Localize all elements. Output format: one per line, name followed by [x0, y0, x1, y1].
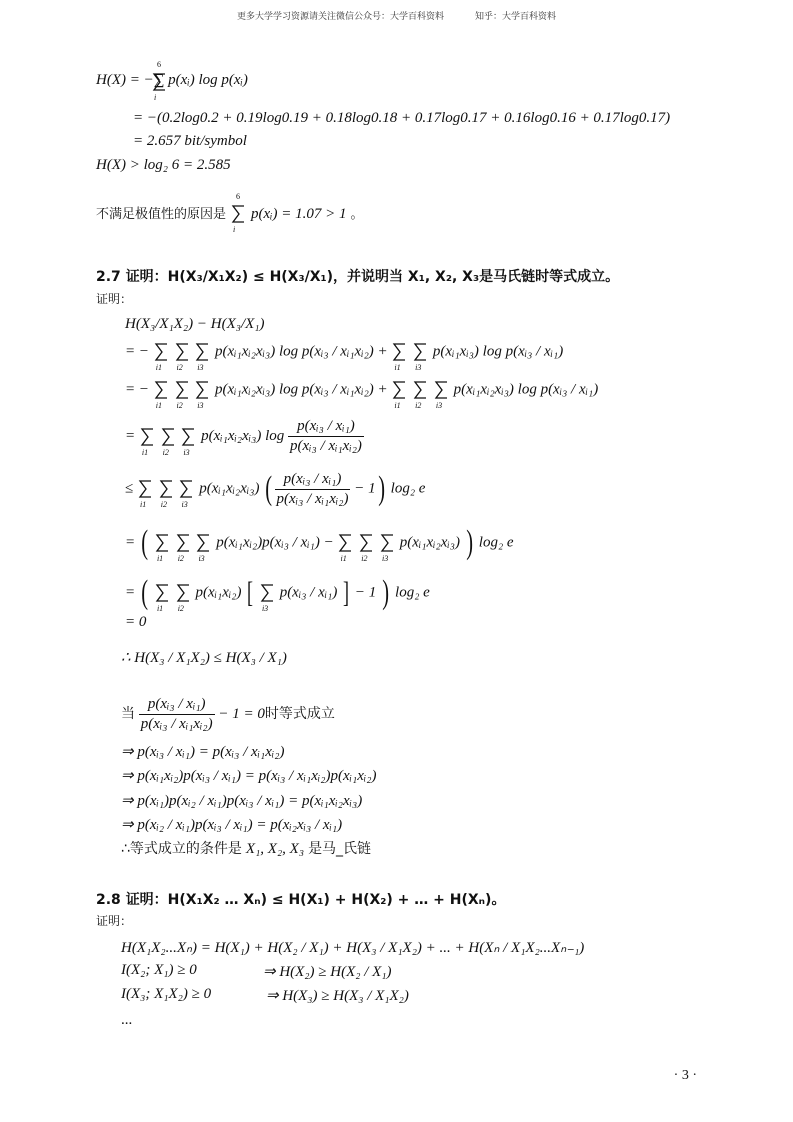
summation-sign	[152, 60, 167, 102]
implication-4: ⇒ p(xᵢ₂ / xᵢ₁)p(xᵢ₃ / xᵢ₁) = p(xᵢ₂xᵢ₃ / xᵢ₁)	[121, 817, 343, 833]
markov-conclusion	[121, 838, 371, 858]
proof-eq-1: H(X₃/X₁X₂) − H(X₃/X₁)	[125, 316, 265, 332]
extremum-reason-math: p(xᵢ) = 1.07 > 1	[251, 206, 347, 222]
max-entropy-compare: H(X) > log₂ 6 = 2.585	[96, 157, 231, 173]
proof-eq-5	[125, 470, 425, 508]
implication-2: ⇒ p(xᵢ₁xᵢ₂)p(xᵢ₃ / xᵢ₁) = p(xᵢ₃ / xᵢ₁xᵢ₂)p(xᵢ₁xᵢ₂)	[121, 768, 377, 784]
sum-lower-limit: i3	[198, 554, 205, 563]
left-paren: (	[141, 574, 148, 611]
conclusion-math: X₁, X₂, X₃	[245, 841, 305, 857]
sum-lower-limit: i1	[141, 447, 149, 457]
summation-sign	[138, 479, 153, 509]
sum-lower-limit: i2	[176, 401, 183, 410]
sum-lower-limit: i2	[177, 554, 184, 563]
section-title: 证明：H(X₃/X₁X₂) ≤ H(X₃/X₁)，并说明当 X₁, X₂, X₃是马氏链时等式成立。	[125, 269, 620, 285]
page-header	[0, 9, 793, 22]
right-bracket: ]	[343, 576, 350, 609]
sum-lower-limit: i2	[361, 554, 368, 563]
eq-prefix: =	[125, 534, 136, 551]
sum-lower-limit: i1	[139, 500, 147, 509]
fraction-numerator: p(xᵢ₃ / xᵢ₁)	[139, 696, 215, 715]
sum-upper-limit: 6	[236, 192, 241, 202]
proof-eq-3	[125, 380, 599, 410]
sum-lower-limit: i1	[156, 604, 164, 613]
sum-lower-limit: i3	[197, 401, 204, 410]
eq-prefix: =	[125, 427, 136, 444]
summation-sign	[181, 427, 196, 457]
summation-sign	[179, 479, 194, 509]
sum-lower-limit: i2	[177, 604, 184, 613]
summation-sign	[196, 533, 211, 563]
summation-sign	[176, 533, 191, 563]
entropy-value: = 2.657 bit/symbol	[133, 133, 247, 149]
proof-label: 证明：	[96, 914, 133, 928]
eq-term: p(xᵢ₁xᵢ₂)	[195, 584, 242, 601]
eq-term: p(xᵢ₁xᵢ₂xᵢ₃)	[399, 534, 460, 551]
eq-prefix: = −	[125, 381, 149, 398]
condition-suffix: 时等式成立	[264, 705, 335, 722]
conclusion-suffix: 是马_氏链	[308, 841, 372, 857]
summation-sign	[413, 342, 428, 372]
entropy-formula: H(X) = −∑ p(xᵢ) log p(xᵢ)	[96, 72, 248, 88]
proof-eq-4	[125, 418, 364, 455]
sum-lower-limit: i1	[155, 363, 162, 372]
fraction-denominator: p(xᵢ₃ / xᵢ₁xᵢ₂)	[290, 438, 362, 454]
sum-lower-limit: i	[233, 225, 236, 235]
sum-lower-limit: i1	[156, 554, 164, 563]
summation-sign	[392, 380, 407, 410]
sum-upper-limit: 6	[157, 60, 161, 69]
summation-sign	[155, 583, 170, 613]
chain-rule-eq: H(X₁X₂...Xₙ) = H(X₁) + H(X₂ / X₁) + H(X₃ / X₁X₂) + ... + H(Xₙ / X₁X₂...Xₙ₋₁)	[121, 940, 585, 956]
eq-term: log₂ e	[390, 480, 426, 497]
entropy-definition	[96, 60, 248, 102]
summation-sign	[338, 533, 353, 563]
page-number: · 3 ·	[673, 1068, 697, 1083]
eq-term: − 1	[354, 584, 377, 601]
section-title: 证明：H(X₁X₂ … Xₙ) ≤ H(X₁) + H(X₂) + … + H(Xₙ)。	[125, 892, 506, 908]
eq-term: log₂ e	[478, 534, 514, 551]
section-2-7-heading	[96, 266, 619, 286]
fraction	[139, 696, 215, 733]
summation-sign	[154, 380, 169, 410]
summation-sign	[380, 533, 395, 563]
header-left-text: 更多大学学习资源请关注微信公众号：大学百科资料	[237, 12, 445, 22]
left-bracket: [	[247, 576, 254, 609]
sum-lower-limit: i1	[155, 401, 162, 410]
sum-lower-limit: i3	[183, 447, 190, 457]
sum-lower-limit: i2	[176, 363, 183, 372]
summation-sign	[359, 533, 374, 563]
proof-conclusion: ∴ H(X₃ / X₁X₂) ≤ H(X₃ / X₁)	[121, 650, 287, 666]
header-right-text: 知乎：大学百科资料	[474, 12, 556, 22]
eq-prefix: = −	[125, 343, 149, 360]
summation-sign	[260, 583, 275, 613]
sum-lower-limit: i2	[162, 447, 169, 457]
entropy-expansion: = −(0.2log0.2 + 0.19log0.19 + 0.18log0.18 + 0.17log0.17 + 0.16log0.16 + 0.17log0.17)	[133, 110, 671, 126]
sum-lower-limit: i3	[435, 401, 443, 410]
right-paren: )	[377, 470, 385, 507]
eq-term: p(xᵢ₁xᵢ₂xᵢ₃)	[199, 480, 260, 497]
eq-prefix: ≤	[125, 480, 134, 497]
summation-sign	[195, 380, 210, 410]
summation-sign	[231, 192, 246, 235]
section-number: 2.8	[96, 892, 121, 908]
summation-sign	[140, 427, 155, 457]
sum-lower-limit: i1	[394, 363, 401, 372]
extremum-reason	[96, 192, 364, 235]
eq-term: p(xᵢ₃ / xᵢ₁)	[279, 584, 338, 601]
fraction	[288, 418, 364, 455]
proof-eq-8: = 0	[125, 614, 147, 630]
section-2-8-heading	[96, 889, 505, 909]
sum-lower-limit: i3	[181, 500, 188, 509]
sum-lower-limit: i3	[415, 363, 422, 372]
sum-lower-limit: i3	[381, 554, 389, 563]
summation-sign	[161, 427, 176, 457]
eq-term: p(xᵢ₁xᵢ₂xᵢ₃) log p(xᵢ₃ / xᵢ₁xᵢ₂) +	[215, 343, 388, 360]
left-paren: (	[141, 524, 148, 561]
mutual-info-implication: ⇒ H(X₃) ≥ H(X₃ / X₁X₂)	[266, 988, 409, 1004]
sum-lower-limit: i3	[261, 604, 269, 613]
summation-sign	[413, 380, 428, 410]
summation-sign	[159, 479, 174, 509]
summation-sign	[434, 380, 449, 410]
proof-label: 证明：	[96, 292, 133, 306]
equality-condition	[121, 696, 335, 733]
summation-sign	[195, 342, 210, 372]
eq-term: p(xᵢ₁xᵢ₂xᵢ₃) log	[201, 427, 285, 444]
eq-term: p(xᵢ₁xᵢ₂xᵢ₃) log p(xᵢ₃ / xᵢ₁xᵢ₂) +	[215, 381, 388, 398]
implication-1: ⇒ p(xᵢ₃ / xᵢ₁) = p(xᵢ₃ / xᵢ₁xᵢ₂)	[121, 744, 285, 760]
extremum-reason-text: 不满足极值性的原因是	[96, 207, 227, 222]
ellipsis: ...	[121, 1012, 133, 1028]
summation-sign	[155, 533, 170, 563]
fraction-denominator: p(xᵢ₃ / xᵢ₁xᵢ₂)	[140, 716, 213, 732]
sentence-end: 。	[350, 207, 364, 222]
mutual-info-term: I(X₂; X₁) ≥ 0	[121, 962, 197, 978]
summation-sign	[175, 380, 190, 410]
sum-lower-limit: i2	[160, 500, 167, 509]
eq-term: log₂ e	[395, 584, 430, 601]
sum-lower-limit: i3	[197, 363, 204, 372]
mutual-info-eq-1	[121, 962, 392, 980]
fraction	[275, 471, 351, 508]
right-paren: )	[465, 524, 473, 561]
summation-sign	[175, 342, 190, 372]
fraction-numerator: p(xᵢ₃ / xᵢ₁)	[275, 471, 351, 490]
proof-eq-6	[125, 524, 514, 562]
summation-sign	[154, 342, 169, 372]
proof-eq-2	[125, 342, 564, 372]
sum-lower-limit: i	[154, 93, 157, 102]
eq-term: p(xᵢ₁xᵢ₃) log p(xᵢ₃ / xᵢ₁)	[432, 343, 564, 360]
mutual-info-term: I(X₃; X₁X₂) ≥ 0	[121, 986, 212, 1002]
fraction-numerator: p(xᵢ₃ / xᵢ₁)	[288, 418, 364, 437]
condition-prefix: 当	[121, 705, 135, 722]
proof-eq-7	[125, 574, 430, 612]
implication-3: ⇒ p(xᵢ₁)p(xᵢ₂ / xᵢ₁)p(xᵢ₃ / xᵢ₁) = p(xᵢ₁xᵢ₂xᵢ₃)	[121, 793, 363, 809]
condition-math: − 1 = 0	[218, 705, 265, 722]
right-paren: )	[382, 574, 390, 611]
eq-term: p(xᵢ₁xᵢ₂xᵢ₃) log p(xᵢ₃ / xᵢ₁)	[453, 381, 599, 398]
eq-term: p(xᵢ₁xᵢ₂)p(xᵢ₃ / xᵢ₁) −	[216, 534, 334, 551]
section-number: 2.7	[96, 269, 121, 285]
sum-lower-limit: i2	[415, 401, 422, 410]
sum-lower-limit: i1	[394, 401, 401, 410]
eq-term: − 1	[354, 480, 376, 497]
eq-prefix: =	[125, 584, 136, 601]
fraction-denominator: p(xᵢ₃ / xᵢ₁xᵢ₂)	[276, 490, 349, 507]
mutual-info-implication: ⇒ H(X₂) ≥ H(X₂ / X₁)	[263, 964, 392, 980]
left-paren: (	[265, 470, 273, 507]
sum-lower-limit: i1	[340, 554, 347, 563]
summation-sign	[176, 583, 191, 613]
summation-sign	[392, 342, 407, 372]
mutual-info-eq-2	[121, 986, 409, 1004]
conclusion-prefix: ∴等式成立的条件是	[121, 841, 242, 857]
